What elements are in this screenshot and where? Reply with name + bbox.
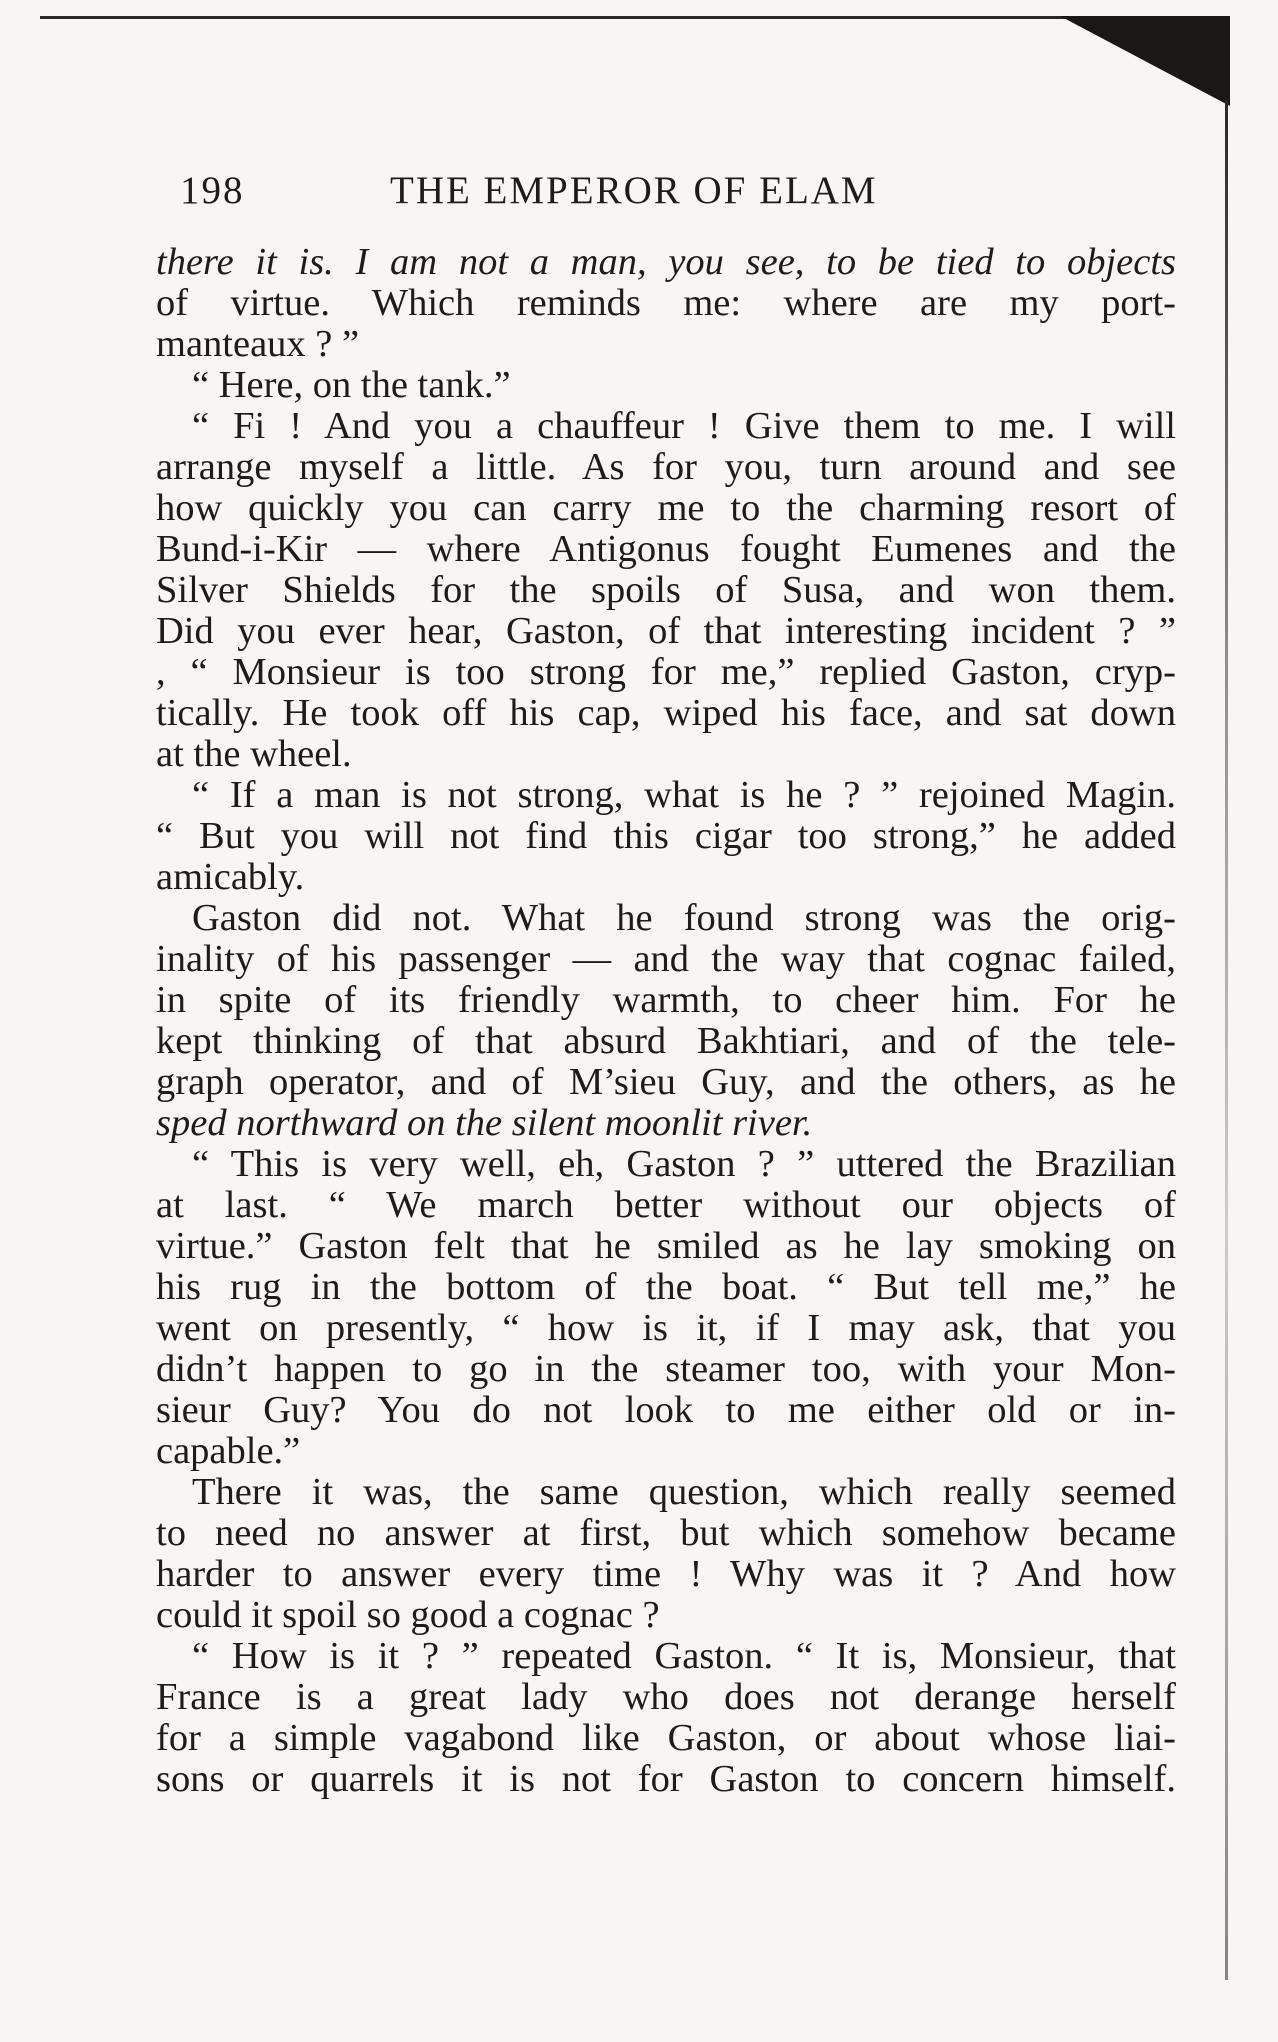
text-line: graph operator, and of M’sieu Guy, and the others, as he — [156, 1062, 1176, 1103]
text-line: went on presently, “ how is it, if I may ask, that you — [156, 1308, 1176, 1349]
text-line: at last. “ We march better without our objects of — [156, 1185, 1176, 1226]
text-line: harder to answer every time ! Why was it ? And how — [156, 1554, 1176, 1595]
text-line: sieur Guy? You do not look to me either old or in- — [156, 1390, 1176, 1431]
text-line: There it was, the same question, which really seemed — [192, 1472, 1176, 1513]
text-line: “ How is it ? ” repeated Gaston. “ It is, Monsieur, that — [192, 1636, 1176, 1677]
body-text — [156, 242, 1176, 1800]
text-line: “ Here, on the tank.” — [192, 364, 511, 406]
text-line: kept thinking of that absurd Bakhtiari, and of the tele- — [156, 1021, 1176, 1062]
text-line: virtue.” Gaston felt that he smiled as he lay smoking on — [156, 1226, 1176, 1267]
text-line: “ This is very well, eh, Gaston ? ” uttered the Brazilian — [192, 1144, 1176, 1185]
page-edge-shadow — [1225, 100, 1228, 1980]
text-line: didn’t happen to go in the steamer too, with your Mon- — [156, 1349, 1176, 1390]
text-line: there it is. I am not a man, you see, to be tied to objects — [156, 242, 1176, 283]
text-line: , “ Monsieur is too strong for me,” replied Gaston, cryp- — [156, 652, 1176, 693]
text-line: capable.” — [156, 1430, 301, 1472]
text-line: at the wheel. — [156, 733, 352, 775]
top-rule — [40, 16, 1190, 19]
text-line: to need no answer at first, but which somehow became — [156, 1513, 1176, 1554]
text-line: “ If a man is not strong, what is he ? ” rejoined Magin. — [192, 775, 1176, 816]
page-corner-shadow — [1060, 16, 1230, 106]
text-line: sons or quarrels it is not for Gaston to concern himself. — [156, 1759, 1176, 1800]
page-number: 198 — [180, 169, 245, 212]
text-line: Did you ever hear, Gaston, of that interesting incident ? ” — [156, 611, 1176, 652]
text-line: manteaux ? ” — [156, 323, 360, 365]
text-line: his rug in the bottom of the boat. “ But tell me,” he — [156, 1267, 1176, 1308]
book-page — [156, 168, 1176, 1800]
text-line: how quickly you can carry me to the charming resort of — [156, 488, 1176, 529]
running-head — [156, 168, 1176, 220]
text-line: Bund-i-Kir — where Antigonus fought Eumenes and the — [156, 529, 1176, 570]
text-line: sped northward on the silent moonlit river. — [156, 1102, 813, 1144]
text-line: France is a great lady who does not derange herself — [156, 1677, 1176, 1718]
text-line: inality of his passenger — and the way that cognac failed, — [156, 939, 1176, 980]
text-line: could it spoil so good a cognac ? — [156, 1594, 660, 1636]
text-line: in spite of its friendly warmth, to cheer him. For he — [156, 980, 1176, 1021]
text-line: “ But you will not find this cigar too strong,” he added — [156, 816, 1176, 857]
text-line: arrange myself a little. As for you, turn around and see — [156, 447, 1176, 488]
text-line: of virtue. Which reminds me: where are my port- — [156, 283, 1176, 324]
text-line: for a simple vagabond like Gaston, or about whose liai- — [156, 1718, 1176, 1759]
running-title: THE EMPEROR OF ELAM — [390, 169, 878, 212]
text-line: tically. He took off his cap, wiped his face, and sat down — [156, 693, 1176, 734]
text-line: “ Fi ! And you a chauffeur ! Give them to me. I will — [192, 406, 1176, 447]
text-line: Gaston did not. What he found strong was the orig- — [192, 898, 1176, 939]
text-line: amicably. — [156, 856, 305, 898]
text-line: Silver Shields for the spoils of Susa, and won them. — [156, 570, 1176, 611]
